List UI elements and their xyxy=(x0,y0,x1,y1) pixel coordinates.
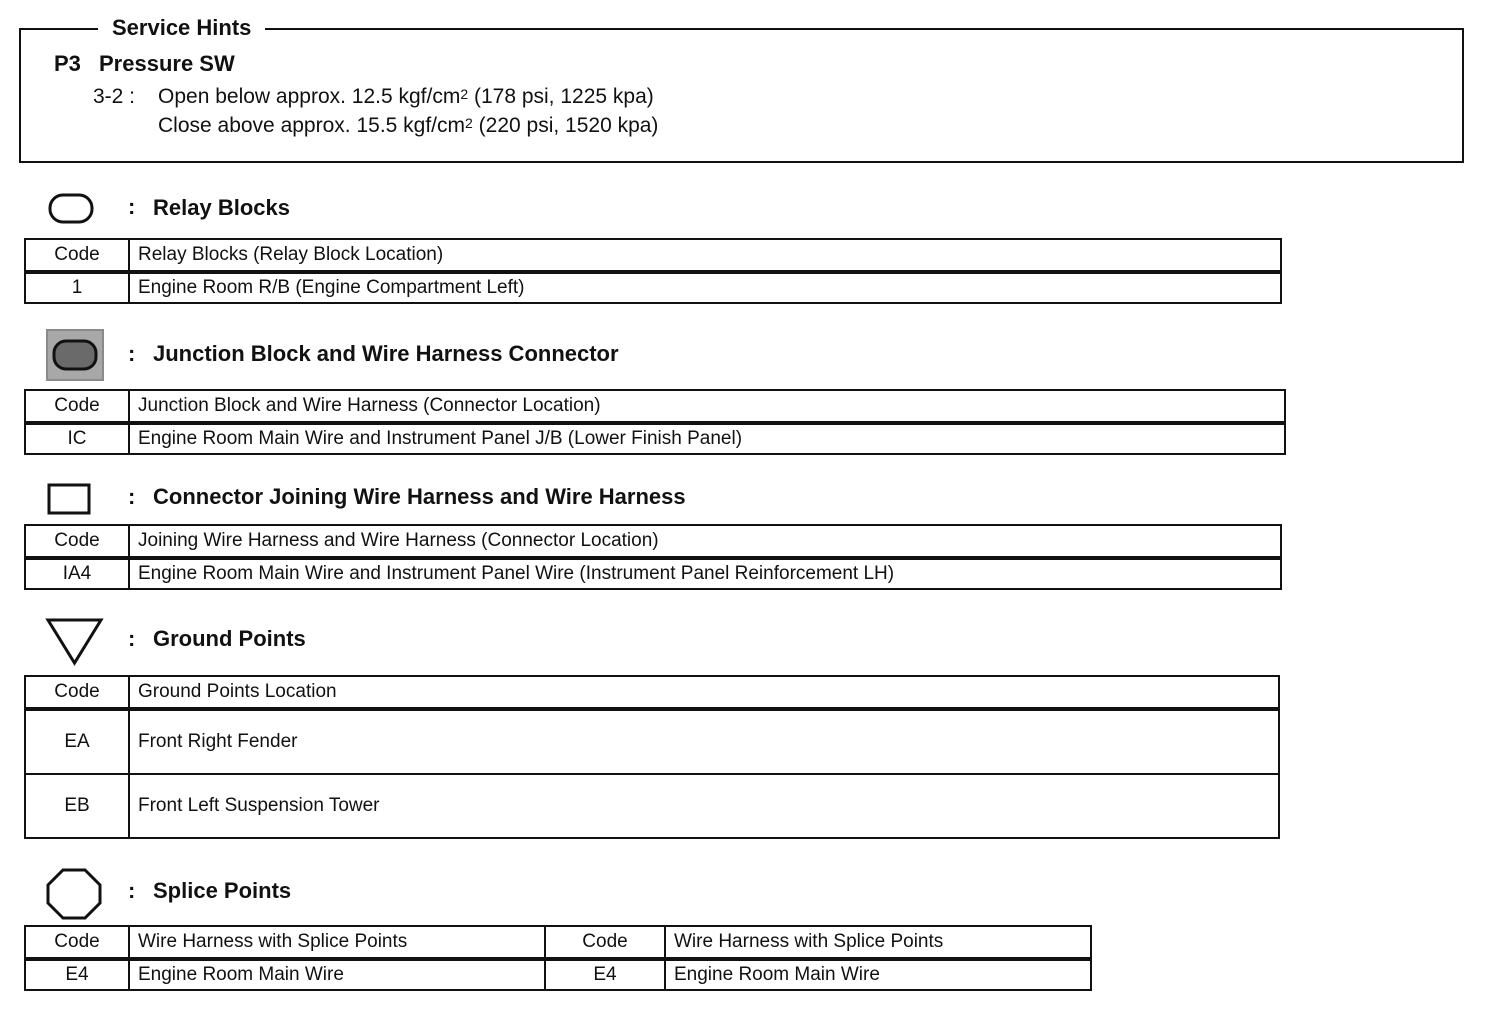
table-row xyxy=(25,774,1279,838)
cell-code: 1 xyxy=(25,272,129,303)
connector-joining-table xyxy=(24,524,1282,590)
header-code: Code xyxy=(25,525,129,558)
colon: : xyxy=(128,878,136,903)
section-title-ground-points: Ground Points xyxy=(153,626,306,651)
header-code: Code xyxy=(25,676,129,709)
hint-terminals: 3-2 : xyxy=(93,85,136,108)
table-row xyxy=(25,423,1285,454)
hint-line-close: Close above approx. 15.5 kgf/$cm^2$ (220 psi, 1520 kpa) xyxy=(158,114,659,137)
relay-blocks-table xyxy=(24,238,1282,304)
section-title-connector-joining: Connector Joining Wire Harness and Wire Harness xyxy=(153,484,686,509)
cell-location: Engine Room Main Wire and Instrument Panel J/B (Lower Finish Panel) xyxy=(129,423,1285,454)
cell-code-2: E4 xyxy=(545,959,665,990)
header-code: Code xyxy=(25,926,129,959)
splice-points-table xyxy=(24,925,1092,991)
cell-location: Engine Room R/B (Engine Compartment Left) xyxy=(129,272,1281,303)
header-code: Code xyxy=(25,390,129,423)
header-location: Ground Points Location xyxy=(129,676,1279,709)
colon: : xyxy=(128,626,136,651)
rectangle-icon xyxy=(47,483,93,517)
header-code: Code xyxy=(25,239,129,272)
header-wire-harness: Wire Harness with Splice Points xyxy=(129,926,545,959)
cell-code: EA xyxy=(25,709,129,774)
hint-component-name: Pressure SW xyxy=(99,51,235,76)
colon: : xyxy=(128,194,136,219)
ground-points-table xyxy=(24,675,1280,839)
header-wire-harness-2: Wire Harness with Splice Points xyxy=(665,926,1091,959)
cell-code: EB xyxy=(25,774,129,838)
header-code-2: Code xyxy=(545,926,665,959)
cell-wire-harness: Engine Room Main Wire xyxy=(129,959,545,990)
octagon-icon xyxy=(45,867,103,921)
section-title-junction-block: Junction Block and Wire Harness Connector xyxy=(153,341,619,366)
section-title-splice-points: Splice Points xyxy=(153,878,292,903)
cell-code: IA4 xyxy=(25,558,129,589)
hint-component-code: P3 xyxy=(54,51,81,76)
colon: : xyxy=(128,484,136,509)
rounded-rectangle-icon xyxy=(47,192,97,226)
junction-block-table xyxy=(24,389,1286,455)
section-title-relay-blocks: Relay Blocks xyxy=(153,195,290,220)
table-header-row xyxy=(25,676,1279,709)
header-location: Junction Block and Wire Harness (Connector Location) xyxy=(129,390,1285,423)
colon: : xyxy=(128,341,136,366)
header-location: Relay Blocks (Relay Block Location) xyxy=(129,239,1281,272)
triangle-down-icon xyxy=(45,617,105,667)
table-row xyxy=(25,558,1281,589)
cell-wire-harness-2: Engine Room Main Wire xyxy=(665,959,1091,990)
shaded-junction-block-icon xyxy=(46,329,104,381)
cell-code: E4 xyxy=(25,959,129,990)
hint-line-open: Open below approx. 12.5 kgf/$cm^2$ (178 psi, 1225 kpa) xyxy=(158,85,654,108)
table-row xyxy=(25,272,1281,303)
table-header-row xyxy=(25,926,1091,959)
table-header-row xyxy=(25,239,1281,272)
cell-location: Engine Room Main Wire and Instrument Panel Wire (Instrument Panel Reinforcement LH) xyxy=(129,558,1281,589)
table-header-row xyxy=(25,525,1281,558)
table-row xyxy=(25,959,1091,990)
cell-code: IC xyxy=(25,423,129,454)
service-hints-title: Service Hints xyxy=(98,14,265,42)
table-header-row xyxy=(25,390,1285,423)
table-row xyxy=(25,709,1279,774)
cell-location: Front Left Suspension Tower xyxy=(129,774,1279,838)
header-location: Joining Wire Harness and Wire Harness (Connector Location) xyxy=(129,525,1281,558)
cell-location: Front Right Fender xyxy=(129,709,1279,774)
